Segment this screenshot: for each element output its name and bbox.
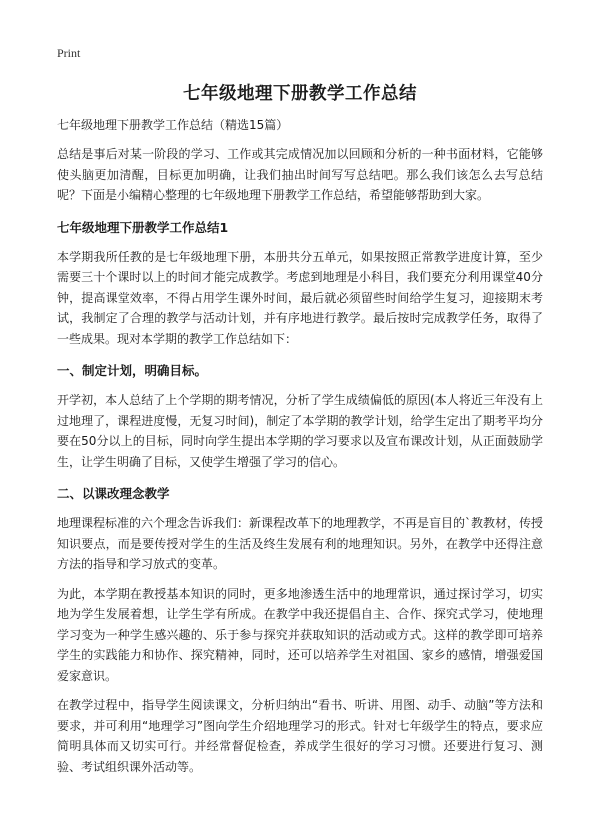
document-title: 七年级地理下册教学工作总结	[183, 84, 417, 104]
document-subtitle: 七年级地理下册教学工作总结（精选15篇）	[57, 118, 289, 132]
section-title: 七年级地理下册教学工作总结1	[57, 219, 229, 235]
paragraph-5: 在教学过程中，指导学生阅读课文，分析归纳出“看书、听讲、用图、动手、动脑”等方法和要求，并可利用“地理学习”图向学生介绍地理学习的形式。针对七年级学生的特点，要求应简明具体而又切实可行。并经常督促检查，养成学生很好的学习习惯。还要进行复习、测验、考试组织课外活动等。	[57, 698, 543, 774]
intro-paragraph: 总结是事后对某一阶段的学习、工作或其完成情况加以回顾和分析的一种书面材料，它能够使头脑更加清醒，目标更加明确，让我们抽出时间写写总结吧。那么我们该怎么去写总结呢？下面是小编精心整理的七年级地理下册教学工作总结，希望能够帮助到大家。	[57, 147, 543, 202]
paragraph-4: 为此，本学期在教授基本知识的同时，更多地渗透生活中的地理常识，通过探讨学习，切实地为学生发展着想，让学生学有所成。在教学中我还提倡自主、合作、探究式学习，使地理学习变为一种学生感兴趣的、乐于参与探究并获取知识的活动或方式。这样的教学即可培养学生的实践能力和协作、探究精神，同时，还可以培养学生对祖国、家乡的感情，增强爱国爱家意识。	[57, 586, 543, 683]
heading-2: 二、以课改理念教学	[57, 486, 170, 501]
paragraph-1: 本学期我所任教的是七年级地理下册，本册共分五单元，如果按照正常教学进度计算，至少需要三十个课时以上的时间才能完成教学。考虑到地理是小科目，我们要充分利用课堂40分钟，提高课堂效率，不得占用学生课外时间，最后就必须留些时间给学生复习，迎接期末考试，我制定了合理的教学与活动计划，并有序地进行教学。最后按时完成教学任务，取得了一些成果。现对本学期的教学工作总结如下：	[57, 249, 543, 346]
paragraph-2: 开学初，本人总结了上个学期的期考情况，分析了学生成绩偏低的原因(本人将近三年没有上过地理了，课程进度慢，无复习时间)，制定了本学期的教学计划，给学生定出了期考平均分要在50分以上的目标，同时向学生提出本学期的学习要求以及宣布课改计划，从正面鼓励学生，让学生明确了目标，又使学生增强了学习的信心。	[57, 393, 543, 469]
paragraph-3: 地理课程标准的六个理念告诉我们：新课程改革下的地理教学，不再是盲目的`教教材，传授知识要点，而是要传授对学生的生活及终生发展有利的地理知识。另外，在教学中还得注意方法的指导和学习放式的变革。	[57, 516, 544, 571]
heading-1: 一、制定计划，明确目标。	[57, 363, 208, 378]
print-link[interactable]: Print	[57, 46, 81, 60]
